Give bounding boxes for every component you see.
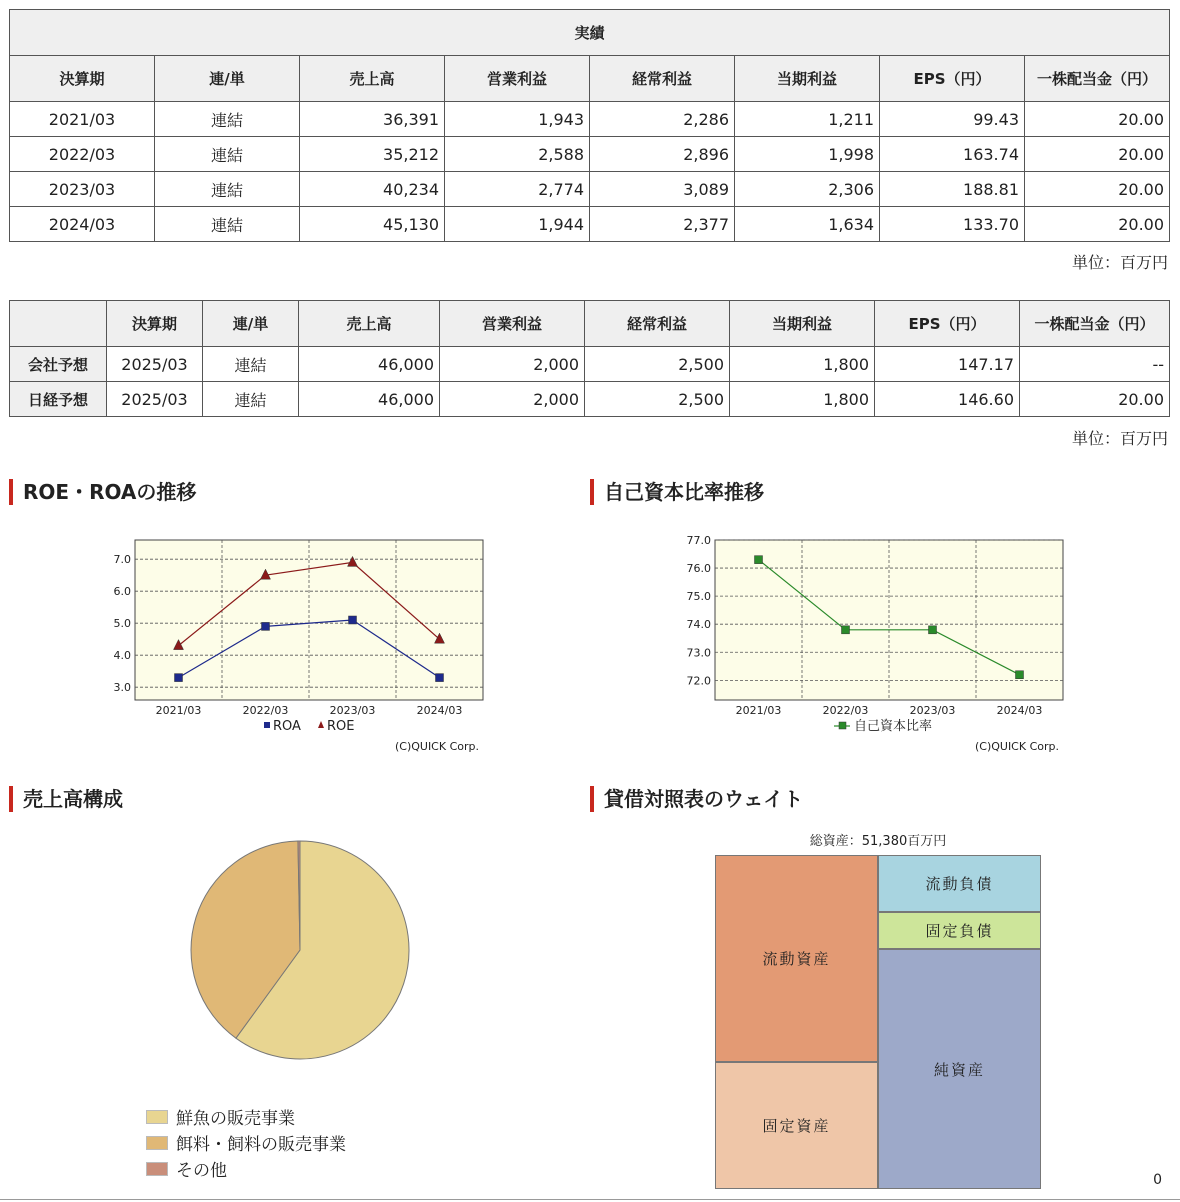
page-number: 0 (1153, 1172, 1162, 1188)
table-cell: 2,500 (585, 382, 730, 417)
y-tick-label: 76.0 (686, 562, 711, 576)
actual-header-row (10, 56, 1170, 102)
y-tick-label: 6.0 (113, 585, 131, 599)
table-row (10, 207, 1170, 242)
col-header: 決算期 (10, 56, 155, 102)
forecast-table (9, 300, 1170, 417)
table-cell: 3,089 (590, 172, 735, 207)
x-tick-label: 2021/03 (735, 704, 782, 717)
col-header: 営業利益 (440, 301, 585, 347)
actual-results-table (9, 9, 1170, 242)
table-cell: -- (1020, 347, 1170, 382)
data-point (842, 626, 850, 634)
x-tick-label: 2023/03 (909, 704, 956, 717)
table-cell: 99.43 (880, 102, 1025, 137)
legend-swatch (146, 1136, 168, 1150)
balance-sheet-block: 固定負債 (878, 912, 1041, 949)
col-header: 当期利益 (735, 56, 880, 102)
legend-marker (839, 722, 846, 729)
table-cell: 2,588 (445, 137, 590, 172)
total-assets-label: 総資産：51,380百万円 (809, 834, 947, 849)
table-cell: 133.70 (880, 207, 1025, 242)
table-cell: 2,377 (590, 207, 735, 242)
table-cell: 連結 (155, 172, 300, 207)
table-cell: 1,634 (735, 207, 880, 242)
table-cell: 2025/03 (107, 382, 203, 417)
table-cell: 2,000 (440, 347, 585, 382)
col-header: 売上高 (299, 301, 440, 347)
y-tick-label: 74.0 (686, 618, 711, 632)
table-cell: 188.81 (880, 172, 1025, 207)
table-row (10, 137, 1170, 172)
equity-ratio-section-title: 自己資本比率推移 (590, 479, 764, 505)
data-point (436, 674, 444, 682)
forecast-header-row (10, 301, 1170, 347)
table-cell: 連結 (155, 207, 300, 242)
bottom-divider (0, 1199, 1180, 1200)
legend-marker (318, 721, 324, 728)
x-tick-label: 2021/03 (155, 704, 202, 717)
table-cell: 20.00 (1025, 172, 1170, 207)
sales-mix-section-title: 売上高構成 (9, 786, 123, 812)
table-cell: 2022/03 (10, 137, 155, 172)
y-tick-label: 3.0 (113, 681, 131, 695)
y-tick-label: 75.0 (686, 590, 711, 604)
table-cell: 2,000 (440, 382, 585, 417)
row-label: 会社予想 (10, 347, 107, 382)
balance-sheet-block: 固定資産 (715, 1062, 878, 1189)
col-header: 決算期 (107, 301, 203, 347)
legend-label: ROA (273, 719, 301, 734)
table-row (10, 102, 1170, 137)
actual-title: 実績 (10, 10, 1170, 56)
col-header: 一株配当金（円） (1020, 301, 1170, 347)
col-header: EPS（円） (880, 56, 1025, 102)
table-cell: 2024/03 (10, 207, 155, 242)
col-header: 一株配当金（円） (1025, 56, 1170, 102)
legend-swatch (146, 1110, 168, 1124)
legend-marker (264, 722, 270, 728)
legend-label: 自己資本比率 (854, 719, 933, 734)
table-cell: 1,211 (735, 102, 880, 137)
table-cell: 1,998 (735, 137, 880, 172)
data-point (175, 674, 183, 682)
y-tick-label: 72.0 (686, 674, 711, 688)
balance-sheet-chart (715, 855, 1041, 1189)
col-header: 連/単 (203, 301, 299, 347)
col-header: 経常利益 (585, 301, 730, 347)
legend-label: ROE (327, 719, 355, 734)
table-cell: 2,306 (735, 172, 880, 207)
copyright-label: (C)QUICK Corp. (974, 740, 1059, 753)
table-cell: 163.74 (880, 137, 1025, 172)
table-cell: 36,391 (300, 102, 445, 137)
col-header: 営業利益 (445, 56, 590, 102)
sales-mix-pie-chart (180, 830, 420, 1070)
table-cell: 147.17 (875, 347, 1020, 382)
table-cell: 40,234 (300, 172, 445, 207)
table-cell: 1,943 (445, 102, 590, 137)
table-cell: 45,130 (300, 207, 445, 242)
table-cell: 連結 (155, 137, 300, 172)
legend-label: 鮮魚の販売事業 (176, 1109, 295, 1129)
x-tick-label: 2024/03 (996, 704, 1043, 717)
table-row (10, 382, 1170, 417)
col-header (10, 301, 107, 347)
table-cell: 1,800 (730, 347, 875, 382)
x-tick-label: 2024/03 (416, 704, 463, 717)
legend-item (146, 1104, 295, 1129)
table-cell: 連結 (203, 382, 299, 417)
table-cell: 連結 (155, 102, 300, 137)
x-tick-label: 2022/03 (242, 704, 289, 717)
table-row (10, 347, 1170, 382)
col-header: EPS（円） (875, 301, 1020, 347)
table-cell: 1,800 (730, 382, 875, 417)
data-point (929, 626, 937, 634)
y-tick-label: 73.0 (686, 646, 711, 660)
table-cell: 2021/03 (10, 102, 155, 137)
col-header: 当期利益 (730, 301, 875, 347)
legend-label: その他 (176, 1161, 227, 1181)
table-cell: 146.60 (875, 382, 1020, 417)
copyright-label: (C)QUICK Corp. (394, 740, 479, 753)
legend-item (146, 1130, 346, 1155)
table-cell: 2025/03 (107, 347, 203, 382)
balance-sheet-block: 純資産 (878, 949, 1041, 1189)
col-header: 経常利益 (590, 56, 735, 102)
table-cell: 20.00 (1025, 137, 1170, 172)
y-tick-label: 5.0 (113, 617, 131, 631)
balance-sheet-block: 流動負債 (878, 855, 1041, 912)
x-tick-label: 2023/03 (329, 704, 376, 717)
table-cell: 1,944 (445, 207, 590, 242)
legend-swatch (146, 1162, 168, 1176)
table-cell: 2,774 (445, 172, 590, 207)
table-cell: 46,000 (299, 347, 440, 382)
legend-label: 餌料・飼料の販売事業 (176, 1135, 346, 1155)
table-cell: 連結 (203, 347, 299, 382)
unit-label: 単位：百万円 (1071, 429, 1168, 448)
table-row (10, 172, 1170, 207)
table-cell: 46,000 (299, 382, 440, 417)
balance-sheet-block: 流動資産 (715, 855, 878, 1062)
y-tick-label: 77.0 (686, 534, 711, 547)
table-cell: 35,212 (300, 137, 445, 172)
col-header: 連/単 (155, 56, 300, 102)
balance-sheet-section-title: 貸借対照表のウェイト (590, 786, 803, 812)
row-label: 日経予想 (10, 382, 107, 417)
table-cell: 20.00 (1020, 382, 1170, 417)
table-cell: 2,896 (590, 137, 735, 172)
data-point (349, 616, 357, 624)
x-tick-label: 2022/03 (822, 704, 869, 717)
unit-label: 単位：百万円 (1071, 253, 1168, 272)
data-point (1016, 671, 1024, 679)
table-cell: 2,500 (585, 347, 730, 382)
roe-roa-section-title: ROE・ROAの推移 (9, 479, 196, 505)
legend-item (146, 1156, 227, 1181)
table-cell: 20.00 (1025, 207, 1170, 242)
table-cell: 20.00 (1025, 102, 1170, 137)
equity-ratio-chart (680, 530, 1080, 760)
col-header: 売上高 (300, 56, 445, 102)
y-tick-label: 7.0 (113, 553, 131, 567)
data-point (262, 622, 270, 630)
table-cell: 2023/03 (10, 172, 155, 207)
roe-roa-chart (100, 530, 500, 760)
table-cell: 2,286 (590, 102, 735, 137)
data-point (755, 556, 763, 564)
y-tick-label: 4.0 (113, 649, 131, 663)
